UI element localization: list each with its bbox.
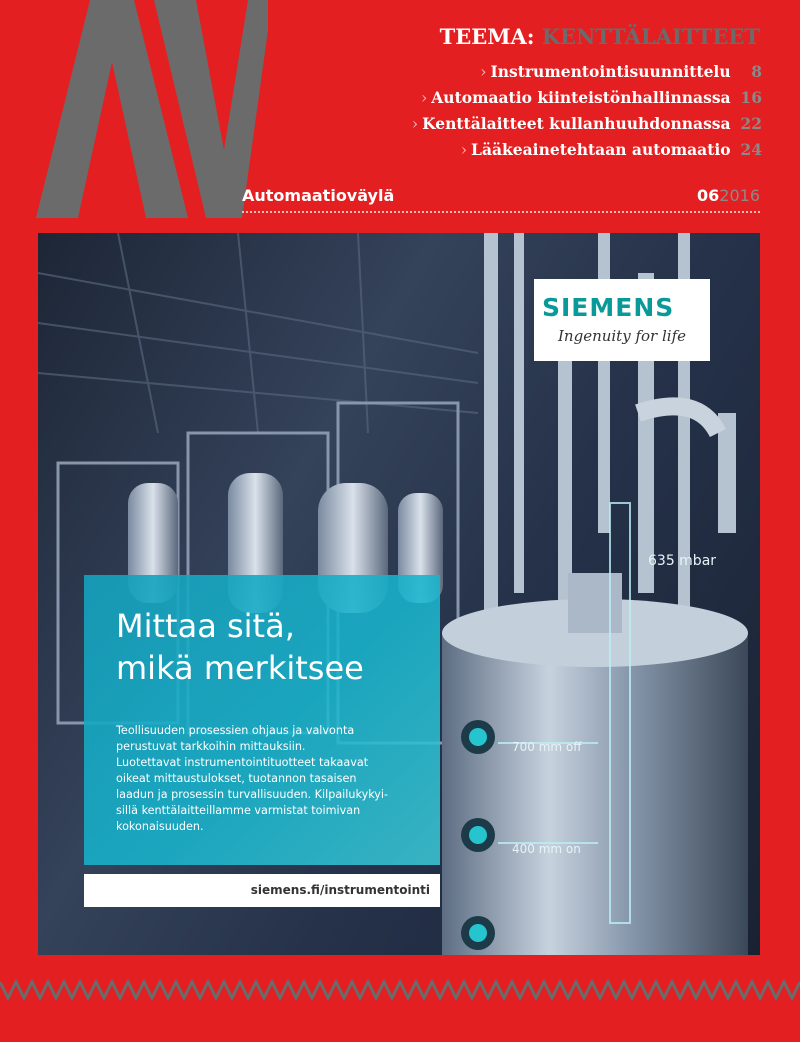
toc-item-page: 8 xyxy=(751,62,762,81)
toc-item[interactable] xyxy=(412,59,762,85)
chevron-right-icon: › xyxy=(421,89,428,107)
toc-item-page: 22 xyxy=(740,114,762,133)
chevron-right-icon: › xyxy=(411,115,419,133)
toc-item[interactable] xyxy=(412,111,762,137)
siemens-advertisement xyxy=(38,233,760,955)
issue-no: 06 xyxy=(697,186,720,205)
toc-item-title: Automaatio kiinteistönhallinnassa xyxy=(431,88,731,107)
chevron-right-icon: › xyxy=(480,63,487,81)
table-of-contents xyxy=(412,59,762,163)
body-line: perustuvat tarkkoihin mittauksiin. xyxy=(116,740,306,753)
theme-header xyxy=(440,24,760,49)
toc-item[interactable] xyxy=(412,137,762,163)
siemens-tagline: Ingenuity for life xyxy=(558,327,686,345)
theme-topic: KENTTÄLAITTEET xyxy=(541,24,760,49)
masthead-divider xyxy=(242,211,760,213)
siemens-logo-box xyxy=(534,279,710,361)
siemens-wordmark: SIEMENS xyxy=(542,293,675,322)
toc-item-page: 24 xyxy=(740,140,762,159)
issue-year: 2016 xyxy=(719,186,760,205)
magazine-name: Automaatioväylä xyxy=(242,186,395,205)
toc-item-title: Kenttälaitteet kullanhuuhdonnassa xyxy=(422,114,731,133)
theme-label: TEEMA: xyxy=(439,24,535,49)
toc-item[interactable] xyxy=(412,85,762,111)
level-on-readout: 400 mm on xyxy=(512,842,581,856)
body-line: oikeat mittaustulokset, tuotannon tasaisen xyxy=(116,772,357,785)
toc-item-title: Instrumentointisuunnittelu xyxy=(490,62,731,81)
pressure-readout: 635 mbar xyxy=(648,553,717,569)
ad-url-bar[interactable] xyxy=(84,874,440,907)
ad-body-text xyxy=(116,723,416,835)
body-line: Luotettavat instrumentointituotteet takaavat xyxy=(116,756,369,769)
headline-line: Mittaa sitä, xyxy=(116,607,295,645)
toc-item-title: Lääkeainetehtaan automaatio xyxy=(471,140,731,159)
body-line: Teollisuuden prosessien ohjaus ja valvonta xyxy=(116,724,355,737)
body-line: sillä kenttälaitteillamme varmistat toimivan xyxy=(116,804,361,817)
chevron-right-icon: › xyxy=(460,141,468,159)
footer-zigzag-pattern xyxy=(0,978,800,1002)
av-logo xyxy=(36,0,268,218)
body-line: laadun ja prosessin turvallisuuden. Kilpailukykyi- xyxy=(116,788,389,801)
ad-message-panel xyxy=(84,575,440,865)
headline-line: mikä merkitsee xyxy=(116,649,364,687)
ad-headline xyxy=(116,605,364,689)
toc-item-page: 16 xyxy=(740,88,762,107)
body-line: kokonaisuuden. xyxy=(116,820,204,833)
level-off-readout: 700 mm off xyxy=(512,740,582,754)
issue-number xyxy=(697,186,760,205)
ad-url-link[interactable]: siemens.fi/instrumentointi xyxy=(250,883,430,897)
